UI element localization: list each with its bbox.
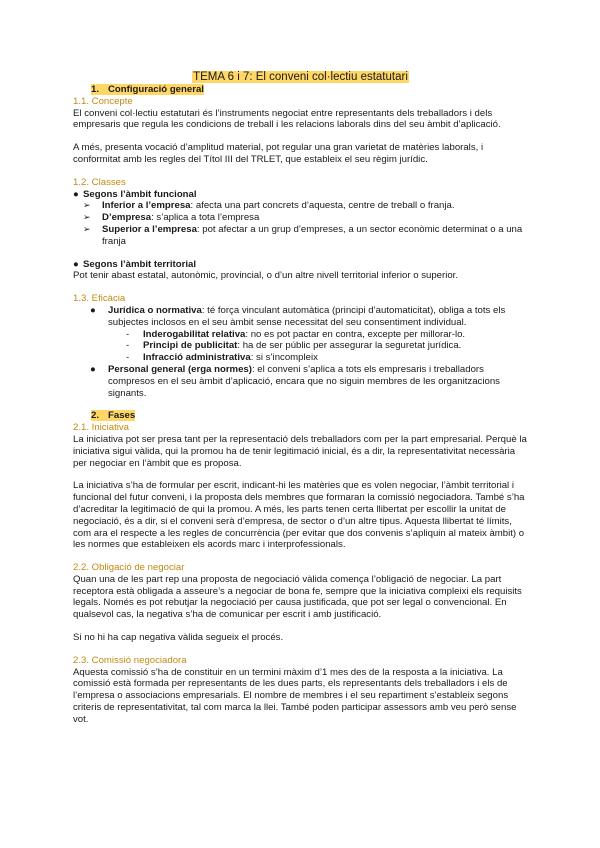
bullet-dot-icon: ● [90, 363, 96, 375]
list-item-text: : ha de ser públic per assegurar la seguretat jurídica. [237, 340, 462, 352]
section-title: Fases [108, 410, 136, 422]
list-item [90, 364, 528, 399]
arrow-icon: ➢ [83, 200, 91, 211]
dot-list-eficacia [73, 305, 528, 399]
paragraph-territorial: Pot tenir abast estatal, autonòmic, provincial, o d’un altre nivell territorial inferior o superior. [73, 270, 459, 282]
paragraph-comissio-1: Aquesta comissió s’ha de constituir en un termini màxim d’1 mes des de la resposta a la iniciativa. La comissió està formada per representants de les dues parts, els representants dels treballadors i els de l’empresa o associacions empresarials. El nombre de membres i el seu repartiment s’estableix segons criteris de representativitat, tal com marca la llei. També poden participar assessors amb veu però sense vot. [73, 666, 517, 725]
list-item-text: : té força vinculant automàtica (principi d’automaticitat), obliga a tots els subjectes inclosos en el seu àmbit sense necessitat del seu consentiment individual. [108, 304, 506, 328]
bullet-dot-icon: ● [90, 304, 96, 316]
paragraph-iniciativa-1: La iniciativa pot ser presa tant per la representació dels treballadors com per la part empresarial. Perquè la iniciativa sigui vàlida, qui la promou ha de tenir legitimació inicial, és a dir, la representativitat necessària per negociar en l’àmbit que es proposa. [73, 433, 527, 469]
subheading-concepte: 1.1. Concepte [73, 95, 133, 107]
list-item-term: Superior a l’empresa [102, 223, 197, 235]
list-item-term: Jurídica o normativa [108, 304, 202, 316]
paragraph-obligacio-2: Si no hi ha cap negativa vàlida segueix el procés. [73, 632, 284, 644]
list-item [83, 212, 528, 224]
list-item-term: Personal general (erga normes) [108, 363, 252, 375]
bullet-dot-icon: ● [73, 258, 79, 270]
paragraph-concepte-2: A més, presenta vocació d’amplitud material, pot regular una gran varietat de matèries laborals, i conformitat amb les regles del Títol III del TRLET, que estableix el seu règim jurídic. [73, 142, 484, 165]
document-title-text: TEMA 6 i 7: El conveni col·lectiu estatutari [193, 71, 408, 83]
bullet-ambit-territorial [73, 259, 528, 271]
paragraph-obligacio-1: Quan una de les part rep una proposta de negociació vàlida comença l’obligació de negociar. La part receptora està obligada a asseure’s a negociar de bona fe, sempre que la iniciativa compleixi els requisits legals. Només es pot rebutjar la negociació per causa justificada, que pot ser legal o convencional. En qualsevol cas, la negativa s’ha de comunicar per escrit i amb justificació. [73, 573, 522, 621]
list-item-text: : afecta una part concrets d’aquesta, centre de treball o franja. [190, 200, 455, 212]
arrow-icon: ➢ [83, 223, 91, 234]
list-item [126, 340, 528, 352]
subheading-iniciativa: 2.1. Iniciativa [73, 422, 129, 434]
dash-list-juridica [90, 329, 528, 364]
dash-icon: - [126, 352, 130, 364]
paragraph-concepte-1: El conveni col·lectiu estatutari és l’instruments negociat entre representants dels treballadors i dels empresaris que regula les condicions de treball i les relacions laborals dins del seu àmbit d’aplicació. [73, 107, 501, 131]
list-item-term: Inferior a l’empresa [102, 200, 191, 212]
section-heading-fases [73, 410, 528, 422]
subheading-eficacia: 1.3. Eficàcia [73, 293, 126, 305]
list-item-term: Infracció administrativa [143, 352, 251, 364]
list-item [126, 329, 528, 341]
section-title: Configuració general [108, 84, 204, 95]
bullet-ambit-funcional [73, 189, 528, 201]
section-heading-configuracio [73, 84, 528, 96]
subheading-classes: 1.2. Classes [73, 176, 126, 188]
arrow-icon: ➢ [83, 212, 91, 223]
document-title [73, 70, 528, 84]
subheading-comissio: 2.3. Comissió negociadora [73, 654, 187, 666]
paragraph-iniciativa-2: La iniciativa s’ha de formular per escrit, indicant-hi les matèries que es volen negociar, l’àmbit territorial i funcional del futur conveni, i la proposta dels membres que formaran la comissió negociadora. També s’ha d’acreditar la legitimació de qui la promou. A més, les parts tenen certa llibertat per escollir la unitat de negociació, és a dir, si el conveni serà d’empresa, de sector o d’un altre tipus. Aquesta llibertat té límits, com ara el respecte a les regles de concurrència (per evitar que dos convenis s’apliquin al mateix àmbit) o les normes que estableixen els acords marc i interprofessionals. [73, 480, 525, 551]
list-item [83, 200, 528, 212]
list-item-text: : si s’incompleix [250, 352, 318, 364]
list-item [90, 305, 528, 329]
section-number: 1. [91, 84, 100, 95]
list-item-text: : no es pot pactar en contra, excepte per millorar-lo. [245, 328, 466, 340]
list-item-text: : s’aplica a tota l’empresa [151, 212, 260, 224]
list-item-text: : el conveni s’aplica a tots els empresaris i treballadors compresos en el seu àmbit d’aplicació, encara que no siguin membres de les organitzacions signants. [108, 363, 500, 399]
subheading-obligacio: 2.2. Obligació de negociar [73, 562, 185, 574]
dash-icon: - [126, 328, 130, 340]
section-number: 2. [91, 410, 100, 422]
list-item [83, 224, 528, 248]
bullet-dot-icon: ● [73, 188, 79, 200]
list-item-text: : pot afectar a un grup d’empreses, a un sector econòmic determinat o a una franja [102, 223, 523, 247]
bullet-label: Segons l’àmbit territorial [83, 258, 197, 270]
list-item [126, 352, 528, 364]
bullet-label: Segons l’àmbit funcional [83, 188, 197, 200]
arrow-list-funcional [73, 200, 528, 247]
list-item-term: Inderogabilitat relativa [143, 328, 246, 340]
list-item-term: Principi de publicitat [143, 340, 238, 352]
dash-icon: - [126, 340, 130, 352]
list-item-term: D’empresa [102, 212, 152, 224]
